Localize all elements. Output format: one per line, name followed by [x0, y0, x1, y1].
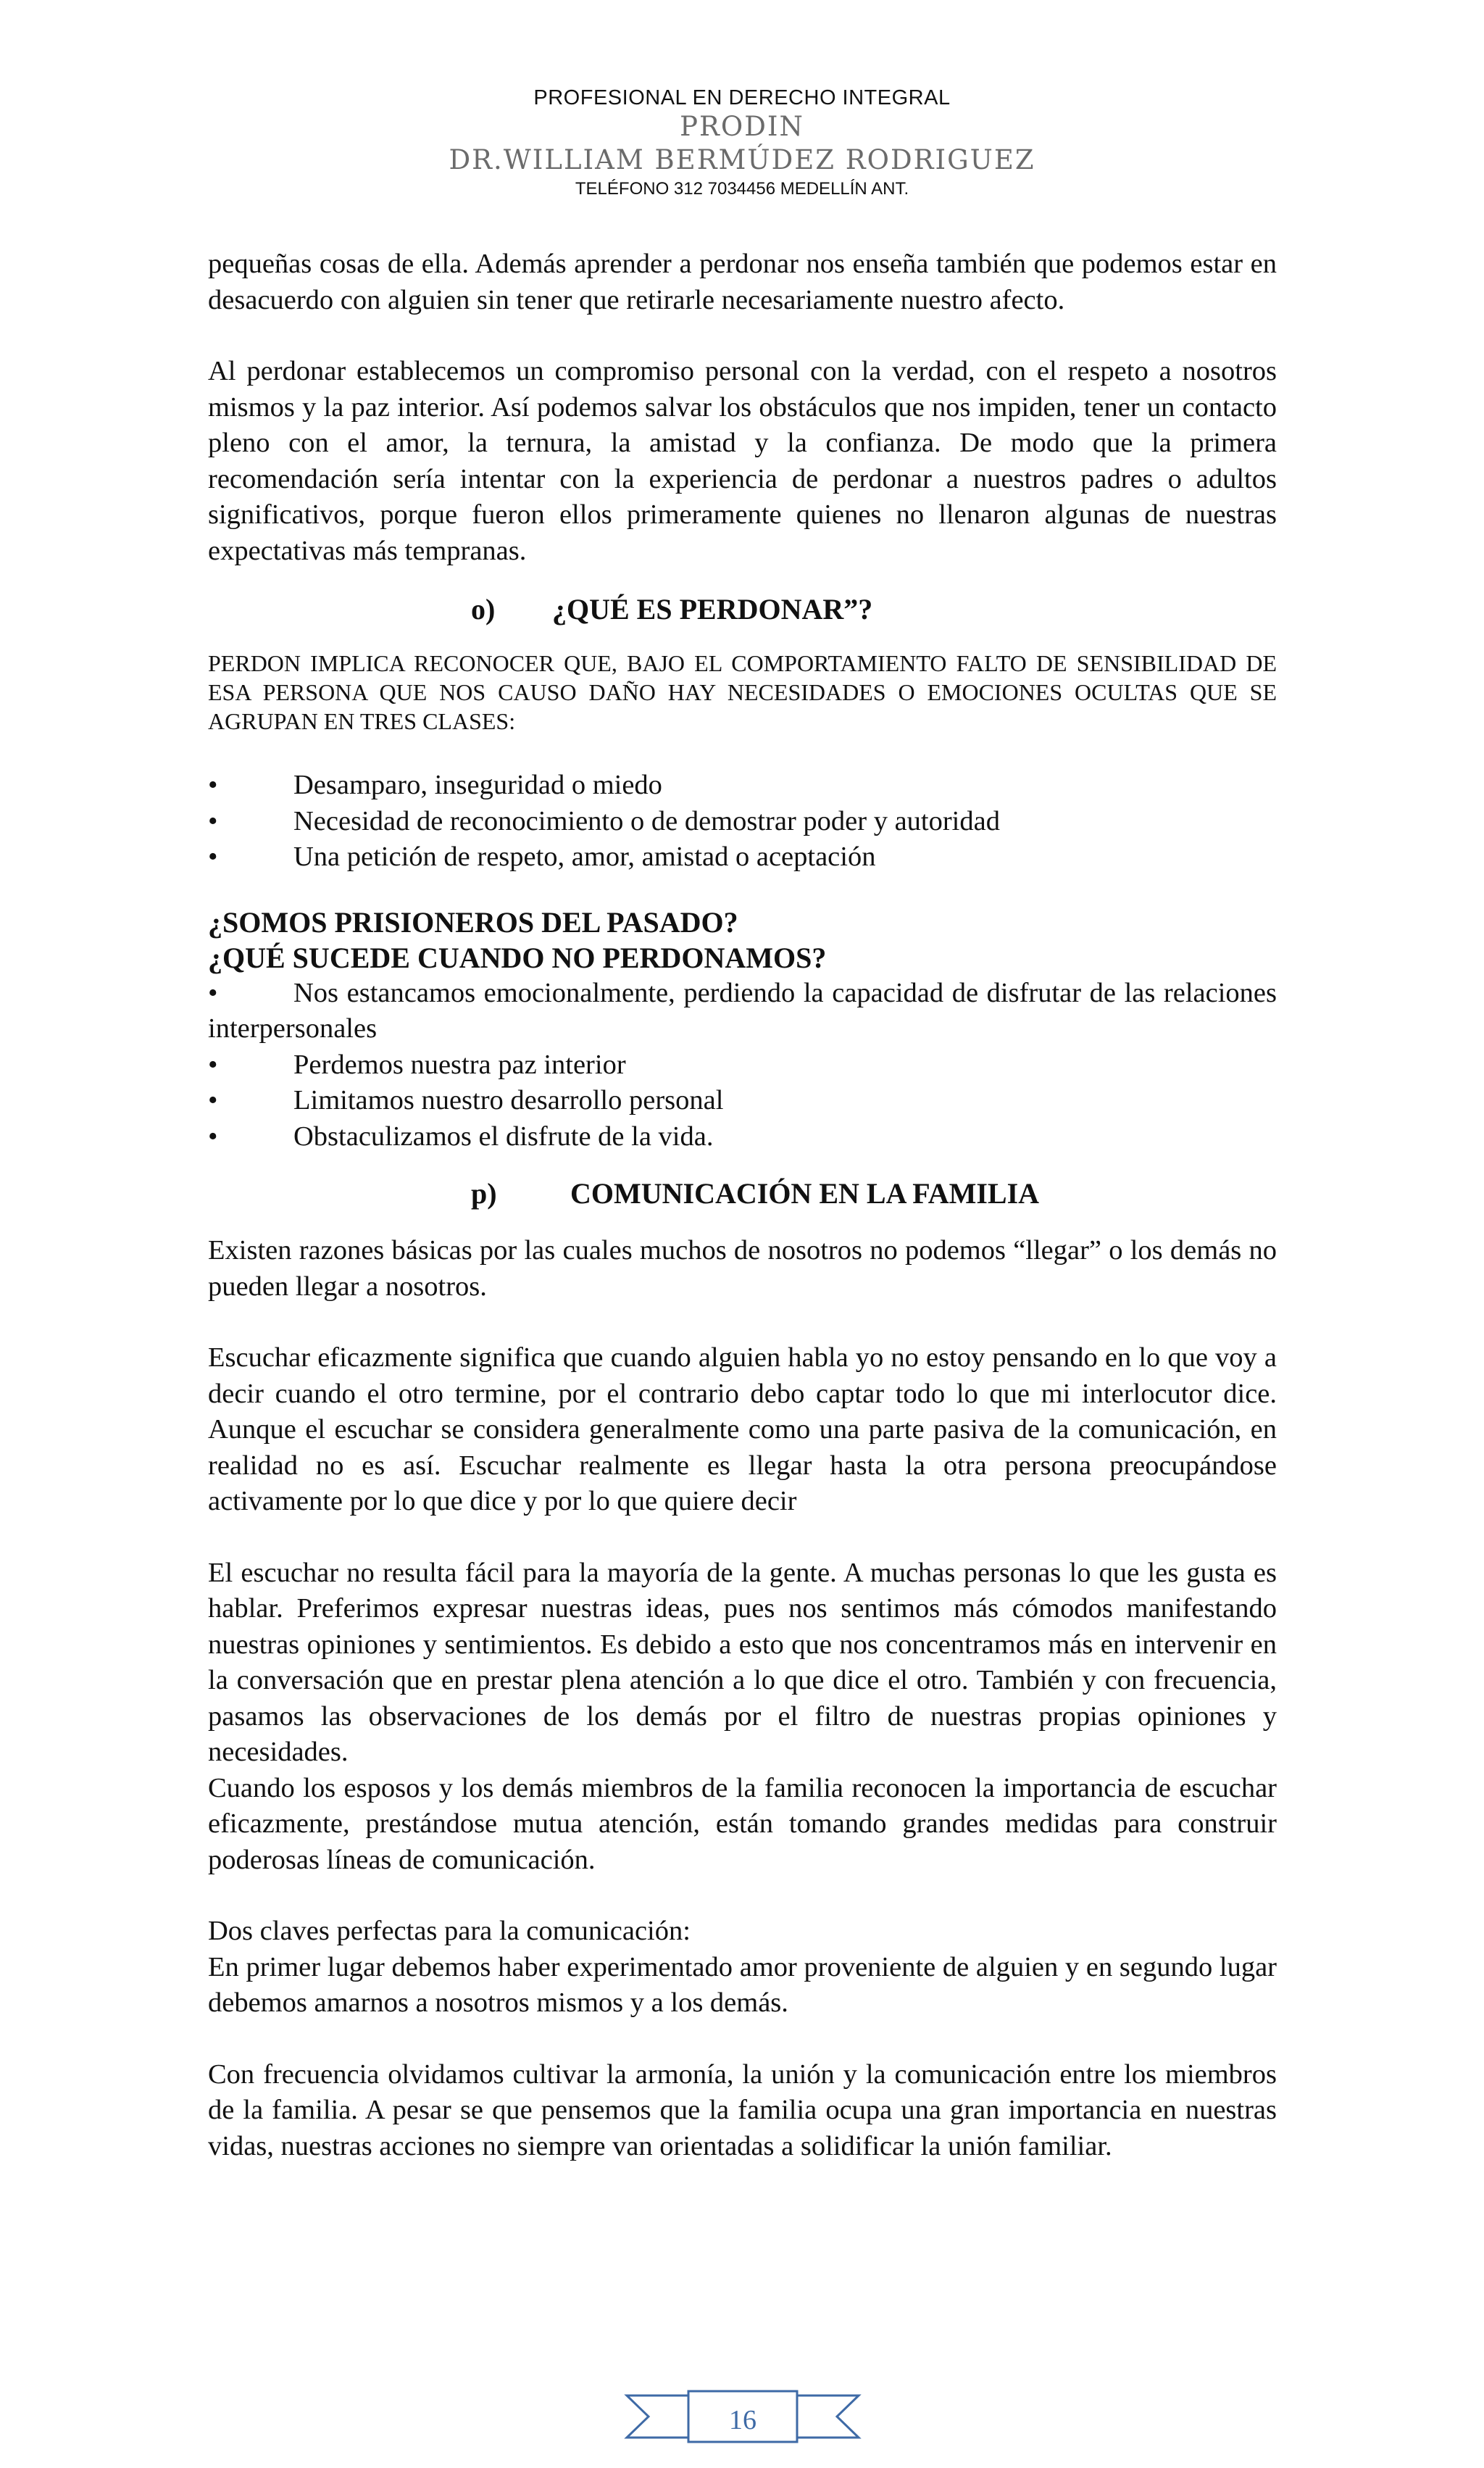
caps-paragraph: PERDON IMPLICA RECONOCER QUE, BAJO EL COMPORTAMIENTO FALTO DE SENSIBILIDAD DE ESA PERSONA QUE NOS CAUSO DAÑO HAY NECESIDADES O EMOCIONES OCULTAS QUE SE AGRUPAN EN TRES CLASES: [208, 650, 1277, 734]
list-item [208, 1083, 1277, 1119]
paragraph: Dos claves perfectas para la comunicación: [208, 1916, 691, 1946]
bullet-icon: • [208, 770, 218, 800]
list-item [208, 976, 1277, 1047]
paragraph: pequeñas cosas de ella. Además aprender a perdonar nos enseña también que podemos estar en desacuerdo con alguien sin tener que retirarle necesariamente nuestro afecto. [208, 249, 1277, 315]
list-item-text: Obstaculizamos el disfrute de la vida. [293, 1121, 714, 1152]
paragraph: Al perdonar establecemos un compromiso personal con la verdad, con el respeto a nosotros mismos y la paz interior. Así podemos salvar los obstáculos que nos impiden, tener un contacto pleno con el amor, la ternura, la amistad y la confianza. De modo que la primera recomendación sería intentar con la experiencia de perdonar a nuestros padres o adultos significativos, porque fueron ellos primeramente quienes no llenaron algunas de nuestras expectativas más tempranas. [208, 356, 1277, 566]
page-number: 16 [729, 2405, 756, 2435]
header-author: DR.WILLIAM BERMÚDEZ RODRIGUEZ [449, 144, 1035, 175]
list-item-text: Limitamos nuestro desarrollo personal [293, 1085, 724, 1115]
header-phone: TELÉFONO 312 7034456 MEDELLÍN ANT. [575, 179, 909, 199]
list-item [208, 839, 1277, 876]
page-body [208, 246, 1277, 2164]
bold-question: ¿SOMOS PRISIONEROS DEL PASADO? [208, 905, 738, 939]
list-item-text: Perdemos nuestra paz interior [293, 1049, 626, 1080]
bullet-icon: • [208, 842, 218, 872]
list-item [208, 1047, 1277, 1084]
list-item-text: Una petición de respeto, amor, amistad o aceptación [293, 842, 876, 872]
list-item-text: Desamparo, inseguridad o miedo [293, 770, 662, 800]
section-heading-p [208, 1172, 1277, 1216]
bold-question: ¿QUÉ SUCEDE CUANDO NO PERDONAMOS? [208, 941, 827, 974]
section-letter: p) [471, 1177, 497, 1210]
bullet-icon: • [208, 1085, 218, 1115]
paragraph: Cuando los esposos y los demás miembros de la familia reconocen la importancia de escuchar eficazmente, prestándose mutua atención, están tomando grandes medidas para construir poderosas líneas de comunicación. [208, 1772, 1277, 1875]
section-heading-o [208, 588, 1277, 631]
paragraph: El escuchar no resulta fácil para la mayoría de la gente. A muchas personas lo que les gusta es hablar. Preferimos expresar nuestras ideas, pues nos sentimos más cómodos manifestando nuestras opiniones y sentimientos. Es debido a esto que nos concentramos más en intervenir en la conversación que en prestar plena atención a lo que dice el otro. También y con frecuencia, pasamos las observaciones de los demás por el filtro de nuestras propias opiniones y necesidades. [208, 1557, 1277, 1767]
list-item [208, 768, 1277, 804]
list-item-text: Necesidad de reconocimiento o de demostrar poder y autoridad [293, 805, 1000, 836]
bullet-icon: • [208, 1121, 218, 1152]
header-brand: PRODIN [680, 111, 804, 142]
list-item [208, 804, 1277, 840]
paragraph: Con frecuencia olvidamos cultivar la armonía, la unión y la comunicación entre los miembros de la familia. A pesar se que pensemos que la familia ocupa una gran importancia en nuestras vidas, nuestras acciones no siempre van orientadas a solidificar la unión familiar. [208, 2058, 1277, 2161]
bullet-list [208, 768, 1277, 876]
page-header [0, 86, 1484, 201]
bullet-list [208, 1047, 1277, 1155]
section-title: COMUNICACIÓN EN LA FAMILIA [570, 1177, 1040, 1210]
paragraph: Escuchar eficazmente significa que cuando alguien habla yo no estoy pensando en lo que voy a decir cuando el otro termine, por el contrario debo captar todo lo que mi interlocutor dice. Aunque el escuchar se considera generalmente como una parte pasiva de la comunicación, en realidad no es así. Escuchar realmente es llegar hasta la otra persona preocupándose activamente por lo que dice y por lo que quiere decir [208, 1342, 1277, 1516]
bullet-icon: • [208, 977, 218, 1008]
list-item [208, 1119, 1277, 1155]
bullet-icon: • [208, 805, 218, 836]
section-title: ¿QUÉ ES PERDONAR”? [552, 593, 873, 626]
bullet-icon: • [208, 1049, 218, 1080]
paragraph: Existen razones básicas por las cuales muchos de nosotros no podemos “llegar” o los demás no pueden llegar a nosotros. [208, 1235, 1277, 1302]
header-profession: PROFESIONAL EN DERECHO INTEGRAL [533, 86, 951, 109]
list-item-text: Nos estancamos emocionalmente, perdiendo la capacidad de disfrutar de las relaciones interpersonales [208, 977, 1277, 1044]
page-number-banner [620, 2388, 866, 2468]
section-letter: o) [471, 593, 496, 626]
paragraph: En primer lugar debemos haber experimentado amor proveniente de alguien y en segundo lugar debemos amarnos a nosotros mismos y a los demás. [208, 1951, 1277, 2018]
